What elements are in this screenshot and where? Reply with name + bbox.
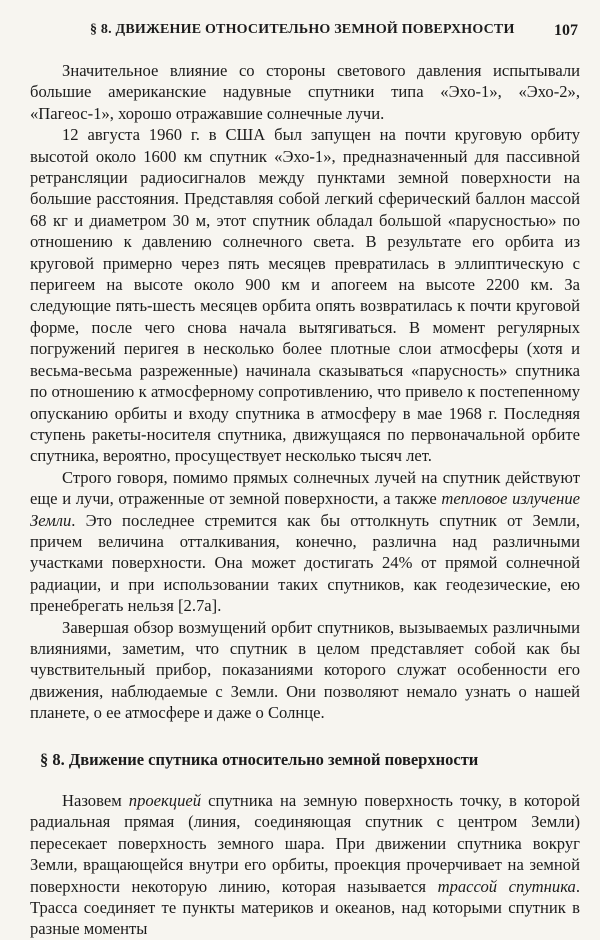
main-text xyxy=(30,60,580,724)
section-italic-1: проекцией xyxy=(128,791,202,810)
paragraph-1: Значительное влияние со стороны светового давления испытывали большие американские надувные спутники типа «Эхо-1», «Эхо-2», «Пагеос-1», хорошо отражавшие солнечные лучи. xyxy=(30,61,580,123)
paragraph-3-italic: тепловое излучение Земли xyxy=(30,489,581,530)
running-title: § 8. ДВИЖЕНИЕ ОТНОСИТЕЛЬНО ЗЕМНОЙ ПОВЕРХНОСТИ xyxy=(90,22,515,37)
paragraph-4: Завершая обзор возмущений орбит спутников, вызываемых различными влияниями, заметим, что спутник в целом представляет собой как бы чувствительный прибор, показаниями которого служат особенности его движения, наблюдаемые с Земли. Они позволяют немало узнать о нашей планете, о ее атмосфере и даже о Солнце. xyxy=(30,617,580,723)
paragraph-2: 12 августа 1960 г. в США был запущен на почти круговую орбиту высотой около 1600 км спутник «Эхо-1», предназначенный для пассивной ретрансляции радиосигналов между пунктами земной поверхности на большие расстояния. Представляя собой легкий сферический баллон массой 68 кг и диаметром 30 м, этот спутник обладал большой «парусностью» по отношению к давлению солнечного света. В результате его орбита из круговой примерно через пять месяцев превратилась в эллиптическую с перигеем на высоте около 900 км и апогеем на высоте 2200 км. За следующие пять-шесть месяцев орбита опять возвратилась к почти круговой форме, после чего снова начала вытягиваться. В момент регулярных погружений перигея в несколько более плотные слои атмосферы (хотя и весьма-весьма разреженные) начинала сказываться «парусность» спутника по отношению к атмосферному сопротивлению, что привело к постепенному опусканию орбиты и входу спутника в атмосферу в мае 1968 г. Последняя ступень ракеты-носителя спутника, движущаяся по первоначальной орбите спутника, вероятно, просуществует несколько тысяч лет. xyxy=(30,125,580,466)
section-part1: Назовем xyxy=(62,791,129,810)
section-part2: спутника на земную поверхность точку, в которой радиальная прямая (линия, соединяющая спутник с центром Земли) пересекает поверхность земного шара. При движении спутника вокруг Земли, вращающейся внутри его орбиты, проекция прочерчивает на земной поверхности некоторую линию, которая называется xyxy=(30,791,580,896)
paragraph-3 xyxy=(30,467,580,617)
page-number: 107 xyxy=(554,22,578,39)
paragraph-3-part1: Строго говоря, помимо прямых солнечных лучей на спутник действуют еще и лучи, отраженные от земной поверхности, а также xyxy=(30,467,580,509)
section-text xyxy=(30,790,580,940)
section-heading: § 8. Движение спутника относительно земной поверхности xyxy=(40,750,479,769)
section-paragraph xyxy=(30,790,580,940)
section-italic-2: трассой спутника xyxy=(437,876,576,896)
section-part3: . Трасса соединяет те пункты материков и океанов, над которыми спутник в разные моменты xyxy=(30,876,580,939)
paragraph-3-part2: . Это последнее стремится как бы оттолкнуть спутник от Земли, причем величина отталкивания, конечно, различна над различными участками поверхности. Она может достигать 24% от прямой солнечной радиации, и при использовании таких спутников, как геодезические, ею пренебрегать нельзя [2.7а]. xyxy=(30,510,580,616)
